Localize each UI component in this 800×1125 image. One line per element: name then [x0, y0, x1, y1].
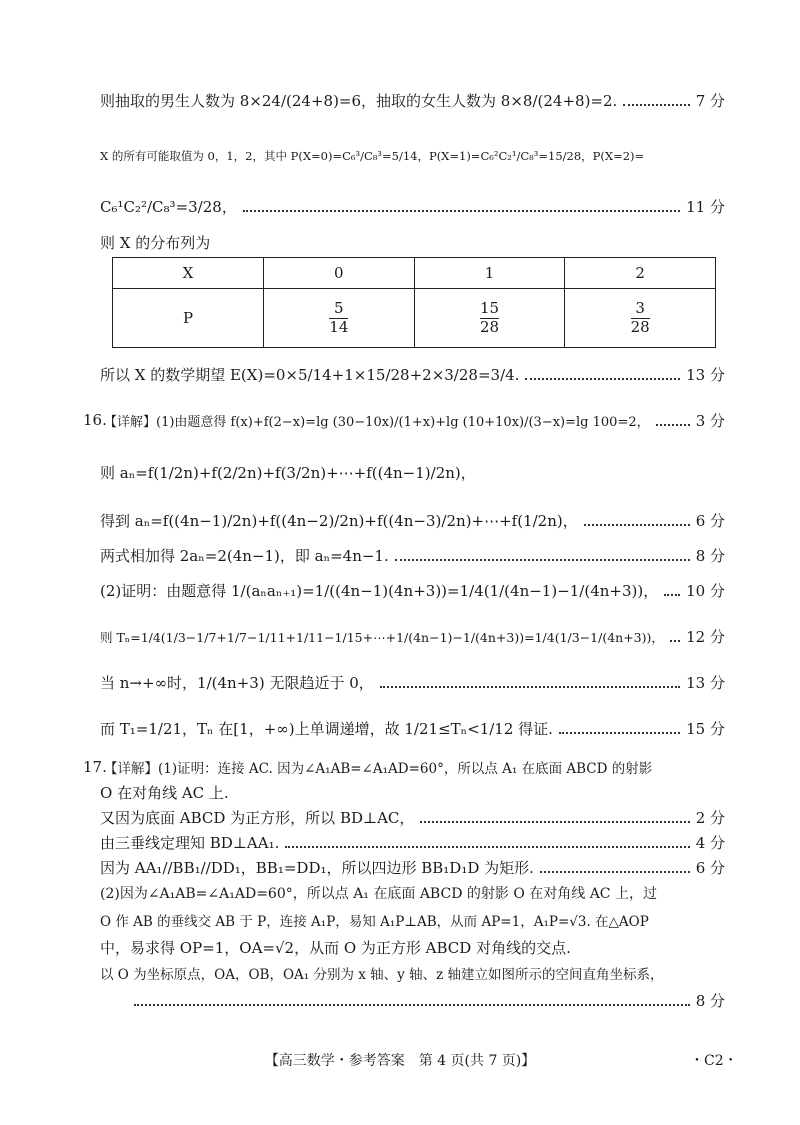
table-cell — [264, 289, 415, 348]
leader-dots — [420, 821, 689, 823]
footer-mark: ・C2・ — [690, 1053, 738, 1069]
leader-dots — [559, 732, 680, 734]
line-20: O 作 AB 的垂线交 AB 于 P，连接 A₁P，易知 A₁P⊥AB，从而 AP=1，A₁P=√3. 在△AOP — [100, 914, 649, 930]
fraction: $\frac{5}{14}$ — [329, 299, 349, 336]
line-10: (2)证明：由题意得 1/(aₙaₙ₊₁)=1/((4n−1)(4n+3))=1/4(1/(4n−1)−1/(4n+3))， 10 分 — [100, 582, 725, 600]
leader-dots — [243, 210, 680, 212]
line-9: 两式相加得 2aₙ=2(4n−1)，即 aₙ=4n−1. 8 分 — [100, 547, 725, 565]
table-cell — [565, 289, 716, 348]
leader-dots — [656, 424, 690, 426]
leader-dots — [285, 846, 689, 848]
line-6: 【详解】(1)由题意得 f(x)+f(2−x)=lg (30−10x)/(1+x)+lg (10+10x)/(3−x)=lg 100=2， 3 分 — [104, 412, 725, 430]
leader-dots — [540, 871, 690, 873]
line-2: X 的所有可能取值为 0，1，2，其中 P(X=0)=C₆³/C₈³=5/14，P(X=1)=C₆²C₂¹/C₈³=15/28，P(X=2)= — [100, 149, 645, 163]
leader-dots — [584, 524, 690, 526]
table-cell: 0 — [264, 258, 415, 289]
line-15: O 在对角线 AC 上. — [100, 784, 229, 802]
leader-dots — [670, 640, 680, 642]
line-16: 又因为底面 ABCD 为正方形，所以 BD⊥AC， 2 分 — [100, 809, 725, 827]
line-4: 则 X 的分布列为 — [100, 234, 211, 252]
line-13: 而 T₁=1/21，Tₙ 在[1，+∞)上单调递增，故 1/21≤Tₙ<1/12 得证. 15 分 — [100, 720, 725, 738]
fraction: $\frac{15}{28}$ — [479, 299, 500, 336]
distribution-table — [112, 257, 716, 348]
line-7: 则 aₙ=f(1/2n)+f(2/2n)+f(3/2n)+⋯+f((4n−1)/2n)， — [100, 464, 476, 482]
table-cell: 2 — [565, 258, 716, 289]
leader-dots — [623, 104, 689, 106]
line-22: 以 O 为坐标原点，OA，OB，OA₁ 分别为 x 轴、y 轴、z 轴建立如图所示的空间直角坐标系， — [100, 967, 664, 983]
leader-dots — [380, 686, 680, 688]
leader-dots — [525, 378, 680, 380]
line-3: C₆¹C₂²/C₈³=3/28， 11 分 — [100, 198, 725, 216]
leader-dots — [664, 594, 680, 596]
line-5: 所以 X 的数学期望 E(X)=0×5/14+1×15/28+2×3/28=3/4. 13 分 — [100, 366, 725, 384]
line-19: (2)因为∠A₁AB=∠A₁AD=60°，所以点 A₁ 在底面 ABCD 的射影 O 在对角线 AC 上，过 — [100, 886, 657, 902]
question-number: 17. — [83, 758, 107, 776]
leader-dots — [134, 1004, 690, 1006]
table-row — [113, 289, 716, 348]
leader-dots — [395, 559, 690, 561]
table-row — [113, 258, 716, 289]
table-cell: 1 — [414, 258, 565, 289]
line-23: 8 分 — [128, 990, 725, 1011]
table-cell — [414, 289, 565, 348]
line-12: 当 n→+∞时，1/(4n+3) 无限趋近于 0， 13 分 — [100, 674, 725, 692]
table-cell: P — [113, 289, 264, 348]
line-14: 【详解】(1)证明：连接 AC. 因为∠A₁AB=∠A₁AD=60°，所以点 A₁ 在底面 ABCD 的射影 — [104, 761, 653, 777]
line-18: 因为 AA₁//BB₁//DD₁，BB₁=DD₁，所以四边形 BB₁D₁D 为矩形. 6 分 — [100, 859, 725, 877]
question-number: 16. — [83, 411, 107, 429]
fraction: $\frac{3}{28}$ — [630, 299, 650, 336]
page-footer: 【高三数学・参考答案 第 4 页(共 7 页)】 — [264, 1053, 536, 1069]
line-21: 中，易求得 OP=1，OA=√2，从而 O 为正方形 ABCD 对角线的交点. — [100, 939, 571, 957]
line-11: 则 Tₙ=1/4(1/3−1/7+1/7−1/11+1/11−1/15+⋯+1/(4n−1)−1/(4n+3))=1/4(1/3−1/(4n+3))， 12 分 — [100, 628, 725, 646]
line-1: 则抽取的男生人数为 8×24/(24+8)=6，抽取的女生人数为 8×8/(24+8)=2. 7 分 — [100, 92, 725, 110]
line-8: 得到 aₙ=f((4n−1)/2n)+f((4n−2)/2n)+f((4n−3)/2n)+⋯+f(1/2n)， 6 分 — [100, 512, 725, 530]
line-17: 由三垂线定理知 BD⊥AA₁. 4 分 — [100, 834, 725, 852]
table-cell: X — [113, 258, 264, 289]
